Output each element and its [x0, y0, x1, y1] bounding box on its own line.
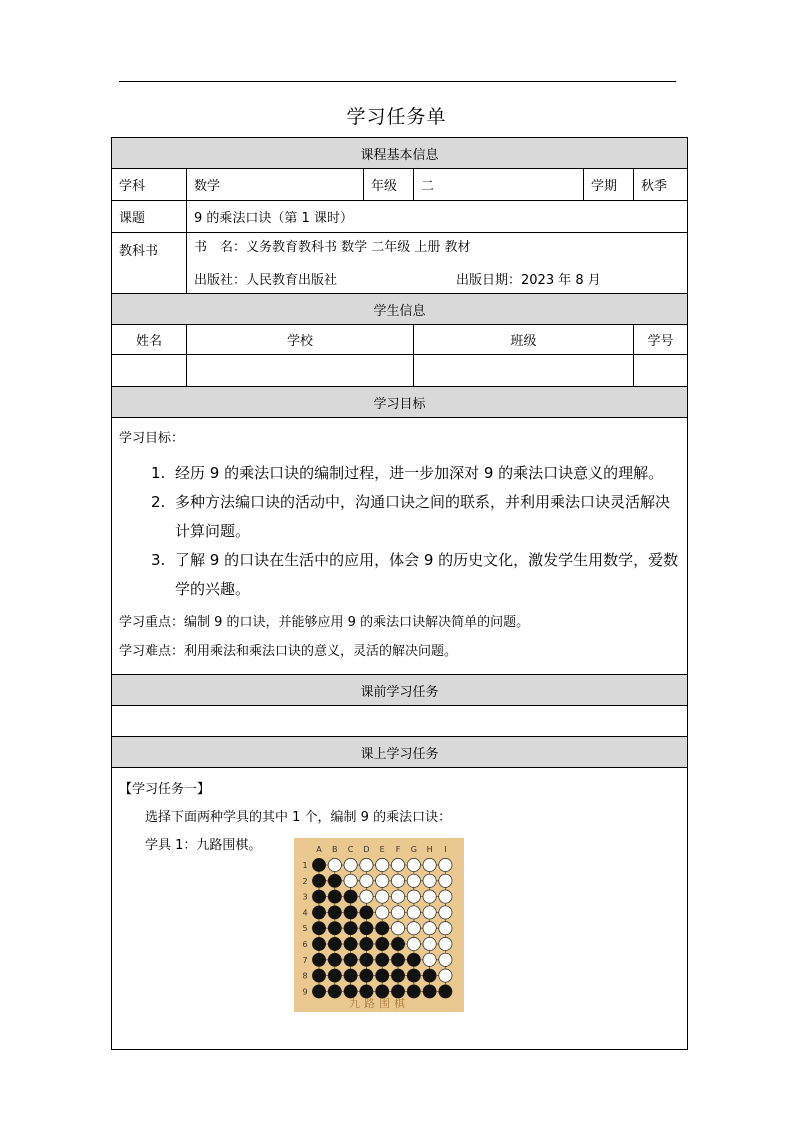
white-stone — [439, 858, 452, 871]
goals-intro: 学习目标： — [119, 431, 185, 446]
task-title: 【学习任务一】 — [119, 782, 211, 797]
white-stone — [360, 890, 373, 903]
white-stone — [439, 906, 452, 919]
white-stone — [423, 858, 436, 871]
textbook-info — [187, 233, 688, 294]
white-stone — [376, 890, 389, 903]
black-stone — [328, 922, 341, 935]
board-caption: 九路围棋 — [349, 997, 409, 1010]
board-row-label: 1 — [302, 861, 308, 870]
board-column-label: F — [395, 845, 401, 854]
black-stone — [360, 922, 373, 935]
white-stone — [423, 874, 436, 887]
black-stone — [376, 922, 389, 935]
book-name-line: 书 名：义务教育教科书 数学 二年级 上册 教材 — [194, 240, 471, 255]
white-stone — [360, 858, 373, 871]
grade-label: 年级 — [364, 169, 414, 201]
publisher-line: 出版社：人民教育出版社 — [194, 272, 338, 288]
board-column-label: B — [332, 845, 338, 854]
white-stone — [376, 874, 389, 887]
black-stone — [312, 922, 325, 935]
grade-value: 二 — [414, 169, 584, 201]
white-stone — [391, 858, 404, 871]
black-stone — [344, 969, 357, 982]
white-stone — [344, 874, 357, 887]
black-stone — [391, 969, 404, 982]
in-class-header: 课上学习任务 — [112, 737, 688, 768]
black-stone — [407, 985, 420, 998]
black-stone — [391, 937, 404, 950]
white-stone — [423, 922, 436, 935]
white-stone — [360, 874, 373, 887]
black-stone — [423, 985, 436, 998]
board-row-label: 5 — [302, 924, 308, 934]
black-stone — [312, 985, 325, 998]
task-instruction: 选择下面两种学具的其中 1 个，编制 9 的乘法口诀： — [145, 810, 452, 825]
white-stone — [439, 922, 452, 935]
black-stone — [360, 906, 373, 919]
goals-header: 学习目标 — [112, 387, 688, 418]
goals-body — [112, 418, 688, 675]
board-row-label: 4 — [302, 908, 308, 918]
white-stone — [423, 906, 436, 919]
white-stone — [439, 874, 452, 887]
term-value: 秋季 — [634, 169, 688, 201]
goal-item: 1. 经历 9 的乘法口诀的编制过程，进一步加深对 9 的乘法口诀意义的理解。 — [151, 464, 664, 482]
board-row-label: 9 — [302, 987, 308, 997]
black-stone — [391, 953, 404, 966]
black-stone — [423, 969, 436, 982]
student-id-cell[interactable] — [634, 355, 688, 387]
white-stone — [423, 953, 436, 966]
board-column-label: E — [379, 845, 385, 854]
white-stone — [391, 890, 404, 903]
key-point: 学习重点：编制 9 的口诀，并能够应用 9 的乘法口诀解决简单的问题。 — [119, 615, 530, 630]
tool-label: 学具 1：九路围棋。 — [145, 838, 262, 853]
black-stone — [360, 953, 373, 966]
student-info-header: 学生信息 — [112, 294, 688, 325]
publisher-row — [194, 263, 680, 293]
in-class-body — [112, 768, 688, 1050]
white-stone — [407, 890, 420, 903]
black-stone — [328, 906, 341, 919]
white-stone — [439, 969, 452, 982]
board-column-label: A — [316, 845, 322, 854]
black-stone — [312, 906, 325, 919]
black-stone — [344, 922, 357, 935]
black-stone — [312, 953, 325, 966]
board-column-label: I — [444, 845, 447, 854]
black-stone — [344, 906, 357, 919]
black-stone — [376, 953, 389, 966]
white-stone — [423, 890, 436, 903]
black-stone — [344, 937, 357, 950]
white-stone — [344, 858, 357, 871]
white-stone — [407, 906, 420, 919]
white-stone — [328, 858, 341, 871]
white-stone — [391, 922, 404, 935]
black-stone — [328, 969, 341, 982]
white-stone — [407, 922, 420, 935]
textbook-label: 教科书 — [112, 233, 187, 294]
page-title: 学习任务单 — [346, 106, 447, 128]
white-stone — [407, 858, 420, 871]
task-sheet-table — [111, 137, 688, 1050]
class-cell[interactable] — [414, 355, 634, 387]
board-row-label: 8 — [302, 971, 308, 981]
white-stone — [423, 937, 436, 950]
topic-label: 课题 — [112, 201, 187, 233]
white-stone — [439, 953, 452, 966]
subject-label: 学科 — [112, 169, 187, 201]
black-stone — [376, 969, 389, 982]
black-stone — [376, 937, 389, 950]
black-stone — [360, 937, 373, 950]
black-stone — [407, 969, 420, 982]
black-stone — [312, 890, 325, 903]
white-stone — [439, 890, 452, 903]
board-row-label: 2 — [302, 876, 308, 886]
black-stone — [439, 985, 452, 998]
go-board-image — [294, 838, 464, 1012]
board-column-label: G — [410, 845, 417, 854]
board-column-label: H — [426, 845, 433, 854]
black-stone — [312, 874, 325, 887]
black-stone — [328, 890, 341, 903]
goals-list — [119, 459, 680, 604]
board-column-label: C — [347, 845, 354, 854]
subject-value: 数学 — [187, 169, 364, 201]
black-stone — [312, 937, 325, 950]
black-stone — [312, 858, 325, 871]
goal-item: 2. 多种方法编口诀的活动中，沟通口诀之间的联系，并利用乘法口诀灵活解决计算问题。 — [151, 493, 671, 540]
pre-class-body[interactable] — [112, 706, 688, 737]
pre-class-header: 课前学习任务 — [112, 675, 688, 706]
white-stone — [376, 906, 389, 919]
black-stone — [328, 937, 341, 950]
white-stone — [391, 874, 404, 887]
white-stone — [439, 937, 452, 950]
col-name: 姓名 — [112, 325, 187, 355]
black-stone — [360, 969, 373, 982]
col-student-id: 学号 — [634, 325, 688, 355]
black-stone — [328, 985, 341, 998]
white-stone — [407, 874, 420, 887]
goal-item: 3. 了解 9 的口诀在生活中的应用，体会 9 的历史文化，激发学生用数学，爱数学的兴趣。 — [151, 551, 679, 598]
top-rule — [119, 81, 676, 82]
pub-date-line: 出版日期：2023 年 8 月 — [456, 272, 601, 288]
name-cell[interactable] — [112, 355, 187, 387]
board-row-label: 3 — [302, 892, 308, 902]
black-stone — [407, 953, 420, 966]
white-stone — [407, 937, 420, 950]
black-stone — [344, 953, 357, 966]
difficulty: 学习难点：利用乘法和乘法口诀的意义，灵活的解决问题。 — [119, 644, 458, 659]
black-stone — [328, 874, 341, 887]
basic-info-header: 课程基本信息 — [112, 138, 688, 169]
term-label: 学期 — [584, 169, 634, 201]
topic-value: 9 的乘法口诀（第 1 课时） — [187, 201, 688, 233]
white-stone — [391, 906, 404, 919]
black-stone — [344, 890, 357, 903]
black-stone — [328, 953, 341, 966]
col-class: 班级 — [414, 325, 634, 355]
board-column-label: D — [363, 845, 370, 854]
school-cell[interactable] — [187, 355, 414, 387]
board-row-label: 7 — [302, 955, 308, 965]
col-school: 学校 — [187, 325, 414, 355]
white-stone — [376, 858, 389, 871]
board-row-label: 6 — [302, 940, 308, 949]
go-board-svg — [294, 838, 464, 1012]
black-stone — [312, 969, 325, 982]
